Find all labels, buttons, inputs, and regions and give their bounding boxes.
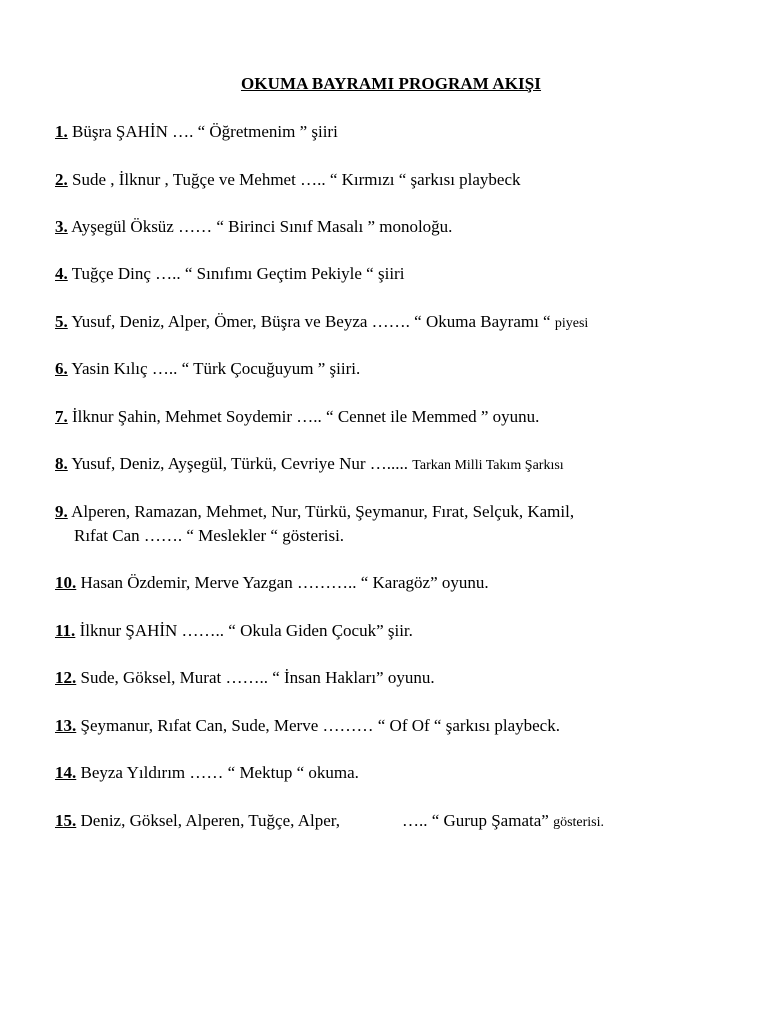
item-number: 11. bbox=[55, 621, 76, 640]
program-item-3 bbox=[55, 215, 452, 239]
item-text: Beyza Yıldırım …… “ Mektup “ okuma. bbox=[80, 763, 359, 782]
item-small-text: piyesi bbox=[554, 316, 589, 331]
item-text: Tuğçe Dinç ….. “ Sınıfımı Geçtim Pekiyle “ şiiri bbox=[71, 264, 405, 283]
item-text: Alperen, Ramazan, Mehmet, Nur, Türkü, Şeymanur, Fırat, Selçuk, Kamil, bbox=[71, 502, 575, 521]
item-number: 8. bbox=[55, 454, 68, 473]
program-item-4 bbox=[55, 262, 404, 286]
item-number: 5. bbox=[55, 312, 68, 331]
item-text: Yasin Kılıç ….. “ Türk Çocuğuyum ” şiiri. bbox=[71, 359, 361, 378]
item-text: Büşra ŞAHİN …. “ Öğretmenim ” şiiri bbox=[72, 122, 338, 141]
program-item-6 bbox=[55, 357, 360, 381]
program-item-14 bbox=[55, 761, 359, 785]
item-small-text: Tarkan Milli Takım Şarkısı bbox=[412, 458, 564, 473]
program-item-13 bbox=[55, 714, 560, 738]
item-number: 2. bbox=[55, 170, 68, 189]
item-text: İlknur ŞAHİN …….. “ Okula Giden Çocuk” şiir. bbox=[79, 621, 413, 640]
item-number: 3. bbox=[55, 217, 68, 236]
item-number: 15. bbox=[55, 811, 77, 830]
program-item-12 bbox=[55, 666, 435, 690]
program-item-10 bbox=[55, 571, 489, 595]
item-number: 12. bbox=[55, 668, 77, 687]
item-text: Yusuf, Deniz, Ayşegül, Türkü, Cevriye Nur …..... bbox=[71, 454, 413, 473]
item-number: 7. bbox=[55, 407, 68, 426]
item-number: 10. bbox=[55, 573, 77, 592]
program-item-9 bbox=[55, 500, 574, 548]
item-number: 14. bbox=[55, 763, 77, 782]
page-title: OKUMA BAYRAMI PROGRAM AKIŞI bbox=[240, 74, 542, 93]
item-text: Ayşegül Öksüz …… “ Birinci Sınıf Masalı ” monoloğu. bbox=[71, 217, 453, 236]
program-item-2 bbox=[55, 168, 521, 192]
item-continuation: Rıfat Can ……. “ Meslekler “ gösterisi. bbox=[74, 526, 345, 545]
item-number: 1. bbox=[55, 122, 68, 141]
program-item-7 bbox=[55, 405, 539, 429]
item-text: İlknur Şahin, Mehmet Soydemir ….. “ Cennet ile Memmed ” oyunu. bbox=[72, 407, 540, 426]
item-text: Sude, Göksel, Murat …….. “ İnsan Hakları” oyunu. bbox=[80, 668, 435, 687]
item-text: Sude , İlknur , Tuğçe ve Mehmet ….. “ Kırmızı “ şarkısı playbeck bbox=[72, 170, 521, 189]
item-number: 13. bbox=[55, 716, 77, 735]
program-item-1 bbox=[55, 120, 338, 144]
program-item-11 bbox=[55, 619, 413, 643]
item-small-text: gösterisi. bbox=[553, 815, 605, 830]
program-item-8 bbox=[55, 452, 564, 478]
item-text: Şeymanur, Rıfat Can, Sude, Merve ……… “ Of Of “ şarkısı playbeck. bbox=[80, 716, 560, 735]
item-number: 6. bbox=[55, 359, 68, 378]
item-text: Hasan Özdemir, Merve Yazgan ……….. “ Karagöz” oyunu. bbox=[80, 573, 489, 592]
item-number: 9. bbox=[55, 502, 68, 521]
item-text: Yusuf, Deniz, Alper, Ömer, Büşra ve Beyza ……. “ Okuma Bayramı “ bbox=[71, 312, 555, 331]
item-number: 4. bbox=[55, 264, 68, 283]
program-item-15 bbox=[55, 809, 604, 835]
program-item-5 bbox=[55, 310, 588, 336]
item-tail-text: ….. “ Gurup Şamata” bbox=[401, 811, 554, 830]
item-text: Deniz, Göksel, Alperen, Tuğçe, Alper, bbox=[80, 811, 340, 830]
